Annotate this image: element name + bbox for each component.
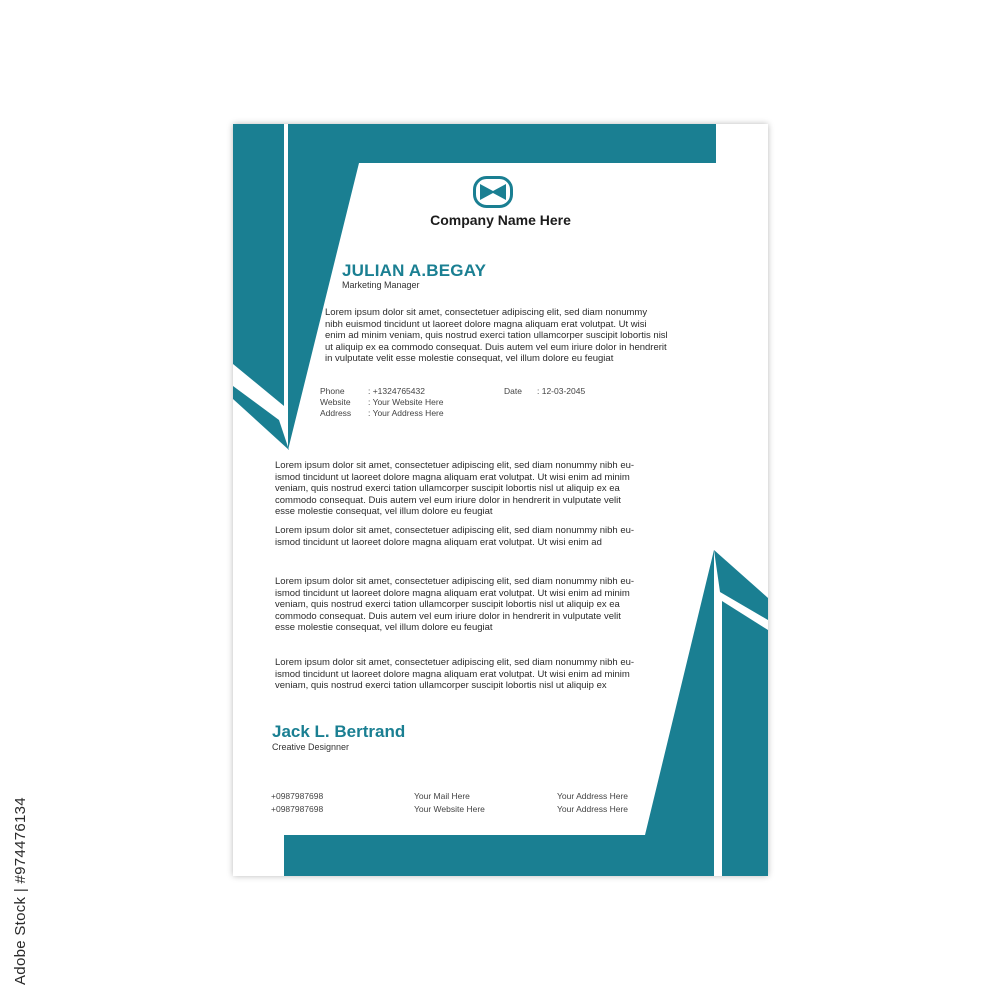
footer-mail: Your Mail Here — [414, 791, 470, 801]
website-value: : Your Website Here — [368, 397, 444, 408]
footer-web — [414, 790, 485, 815]
contact-block — [320, 386, 444, 420]
date-block — [504, 386, 585, 397]
footer-phones — [271, 790, 323, 815]
footer-website: Your Website Here — [414, 803, 485, 814]
date-label: Date — [504, 386, 522, 396]
company-logo — [473, 176, 513, 208]
intro-paragraph: Lorem ipsum dolor sit amet, consectetuer adipiscing elit, sed diam nonummy nibh euismod tincidunt ut laoreet dolore magna aliquam erat volutpat. Ut wisi enim ad minim veniam, quis nostrud exerci tation ullamcorper suscipit lobortis nisl ut aliquip ex ea commodo consequat. Duis autem vel eum iriure dolor in hendrerit in vulputate velit esse molestie consequat, vel illum dolore eu feugiat — [325, 307, 668, 365]
body-paragraph-4: Lorem ipsum dolor sit amet, consectetuer adipiscing elit, sed diam nonummy nibh eu- ismod tincidunt ut laoreet dolore magna aliquam erat volutpat. Ut wisi enim ad minim veniam, quis nostrud exerci tation ullamcorper suscipit lobortis nisl ut aliquip ex — [275, 657, 635, 692]
body-paragraph-1: Lorem ipsum dolor sit amet, consectetuer adipiscing elit, sed diam nonummy nibh eu- ismod tincidunt ut laoreet dolore magna aliquam erat volutpat. Ut wisi enim ad minim veniam, quis nostrud exerci tation ullamcorper suscipit lobortis nisl ut aliquip ex ea commodo consequat. Duis autem vel eum iriure dolor in hendrerit in vulputate velit esse molestie consequat, vel illum dolore eu feugiat — [275, 460, 635, 518]
contact-address-row — [320, 408, 444, 419]
company-name: Company Name Here — [430, 212, 571, 228]
date-value: : 12-03-2045 — [537, 386, 586, 396]
stock-id-label: Adobe Stock | #974476134 — [12, 797, 29, 985]
sender-title: Marketing Manager — [342, 280, 420, 290]
signer-name: Jack L. Bertrand — [272, 722, 406, 741]
phone-value: : +1324765432 — [368, 386, 425, 396]
bottom-right-wedge-shape — [722, 601, 768, 876]
contact-website-row — [320, 397, 444, 408]
phone-label: Phone — [320, 386, 345, 396]
bowtie-logo-icon — [473, 176, 513, 208]
footer-addresses — [557, 790, 628, 815]
footer-address-2: Your Address Here — [557, 803, 629, 814]
top-left-corner-shape — [233, 124, 284, 406]
contact-phone-row — [320, 386, 444, 397]
body-paragraph-3: Lorem ipsum dolor sit amet, consectetuer adipiscing elit, sed diam nonummy nibh eu- ismod tincidunt ut laoreet dolore magna aliquam erat volutpat. Ut wisi enim ad minim veniam, quis nostrud exerci tation ullamcorper suscipit lobortis nisl ut aliquip ex ea commodo consequat. Duis autem vel eum iriure dolor in hendrerit in vulputate velit esse molestie consequat, vel illum dolore eu feugiat — [275, 576, 635, 634]
footer-phone-1: +0987987698 — [271, 791, 324, 801]
sender-name: JULIAN A.BEGAY — [342, 261, 487, 280]
footer-address-1: Your Address Here — [557, 791, 629, 801]
website-label: Website — [320, 397, 351, 408]
footer-phone-2: +0987987698 — [271, 803, 324, 814]
signer-title: Creative Designner — [272, 742, 350, 752]
letterhead-page — [233, 124, 768, 876]
address-value: : Your Address Here — [368, 408, 444, 419]
address-label: Address — [320, 408, 352, 419]
body-paragraph-2: Lorem ipsum dolor sit amet, consectetuer adipiscing elit, sed diam nonummy nibh eu- ismod tincidunt ut laoreet dolore magna aliquam erat volutpat. Ut wisi enim ad — [275, 525, 635, 548]
date-row — [504, 386, 585, 397]
